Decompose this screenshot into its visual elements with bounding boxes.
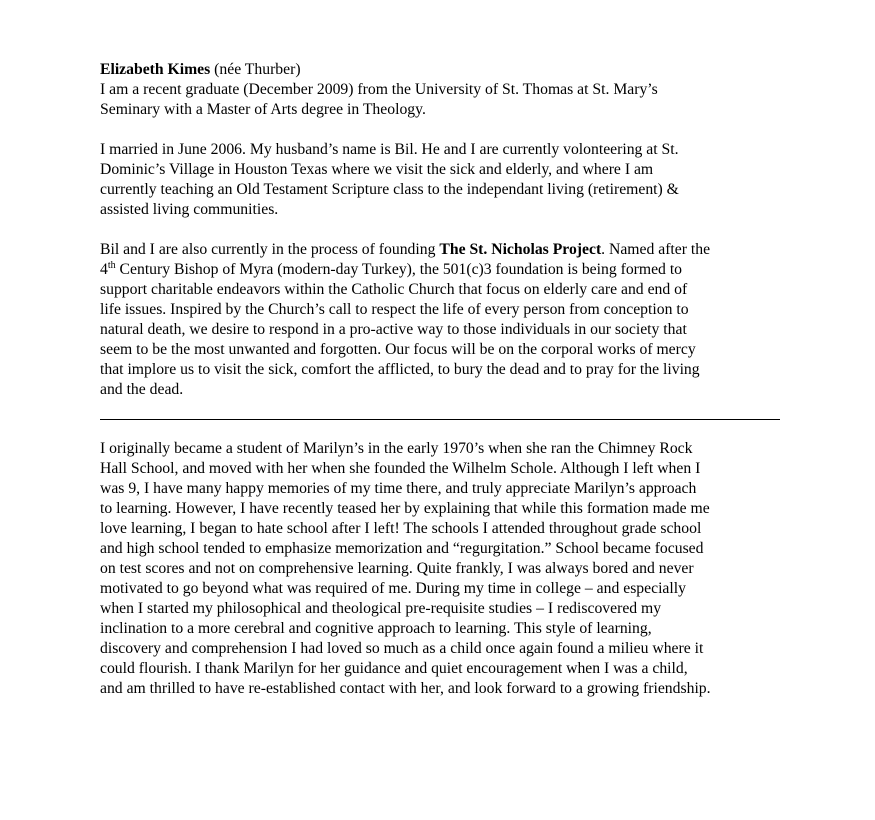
testimony-line: and am thrilled to have re-established contact with her, and look forward to a growing friendship.: [100, 680, 711, 697]
bio-para3-line: and the dead.: [100, 381, 184, 398]
section-divider: [100, 419, 780, 420]
bio-para3-line: life issues. Inspired by the Church’s call to respect the life of every person from conception to: [100, 301, 689, 318]
paragraph-gap: [100, 120, 780, 140]
testimony-line: inclination to a more cerebral and cognitive approach to learning. This style of learning,: [100, 620, 652, 637]
bio-para2-line: currently teaching an Old Testament Scripture class to the independant living (retirement) &: [100, 181, 679, 198]
testimony-line: could flourish. I thank Marilyn for her guidance and quiet encouragement when I was a child,: [100, 660, 688, 677]
testimony-line: and high school tended to emphasize memorization and “regurgitation.” School became focused: [100, 540, 704, 557]
ordinal-suffix: th: [107, 260, 116, 271]
century-number: 4: [100, 261, 108, 278]
text-run: Century Bishop of Myra (modern-day Turkey), the 501(c)3 foundation is being formed to: [115, 261, 683, 278]
document-page: [100, 60, 780, 699]
bio-para3-line: [100, 240, 780, 260]
bio-para3-line: seem to be the most unwanted and forgotten. Our focus will be on the corporal works of mercy: [100, 341, 696, 358]
bio-para2-line: I married in June 2006. My husband’s name is Bil. He and I are currently volonteering at St.: [100, 141, 679, 158]
testimony-line: to learning. However, I have recently teased her by explaining that while this formation made me: [100, 500, 710, 517]
bio-para3-line: that implore us to visit the sick, comfort the afflicted, to bury the dead and to pray for the living: [100, 361, 700, 378]
bio-para2-line: Dominic’s Village in Houston Texas where we visit the sick and elderly, and where I am: [100, 161, 654, 178]
testimony-line: discovery and comprehension I had loved so much as a child once again found a milieu where it: [100, 640, 704, 657]
maiden-name-note: (née Thurber): [210, 61, 301, 78]
author-heading: [100, 60, 780, 80]
bio-para2-line: assisted living communities.: [100, 201, 279, 218]
bio-para3-line: support charitable endeavors within the Catholic Church that focus on elderly care and end of: [100, 281, 688, 298]
testimony-line: when I started my philosophical and theological pre-requisite studies – I rediscovered my: [100, 600, 662, 617]
author-name: Elizabeth Kimes: [100, 61, 211, 78]
bio-para3-line: natural death, we desire to respond in a pro-active way to those individuals in our society that: [100, 321, 687, 338]
project-name: The St. Nicholas Project: [439, 241, 602, 258]
testimony-line: I originally became a student of Marilyn’s in the early 1970’s when she ran the Chimney Rock: [100, 440, 693, 457]
testimony-line: motivated to go beyond what was required of me. During my time in college – and especially: [100, 580, 686, 597]
bio-section: [100, 60, 780, 400]
text-run: . Named after the: [601, 241, 711, 258]
testimony-line: love learning, I began to hate school after I left! The schools I attended throughout grade school: [100, 520, 702, 537]
testimony-line: Hall School, and moved with her when she founded the Wilhelm Schole. Although I left when I: [100, 460, 701, 477]
testimony-section: [100, 439, 780, 699]
bio-para1-line: Seminary with a Master of Arts degree in Theology.: [100, 101, 426, 118]
text-run: Bil and I are also currently in the process of founding: [100, 241, 440, 258]
testimony-line: on test scores and not on comprehensive learning. Quite frankly, I was always bored and never: [100, 560, 694, 577]
bio-para3-line: [100, 260, 780, 280]
bio-para1-line: I am a recent graduate (December 2009) from the University of St. Thomas at St. Mary’s: [100, 81, 658, 98]
paragraph-gap: [100, 220, 780, 240]
testimony-line: was 9, I have many happy memories of my time there, and truly appreciate Marilyn’s approach: [100, 480, 697, 497]
